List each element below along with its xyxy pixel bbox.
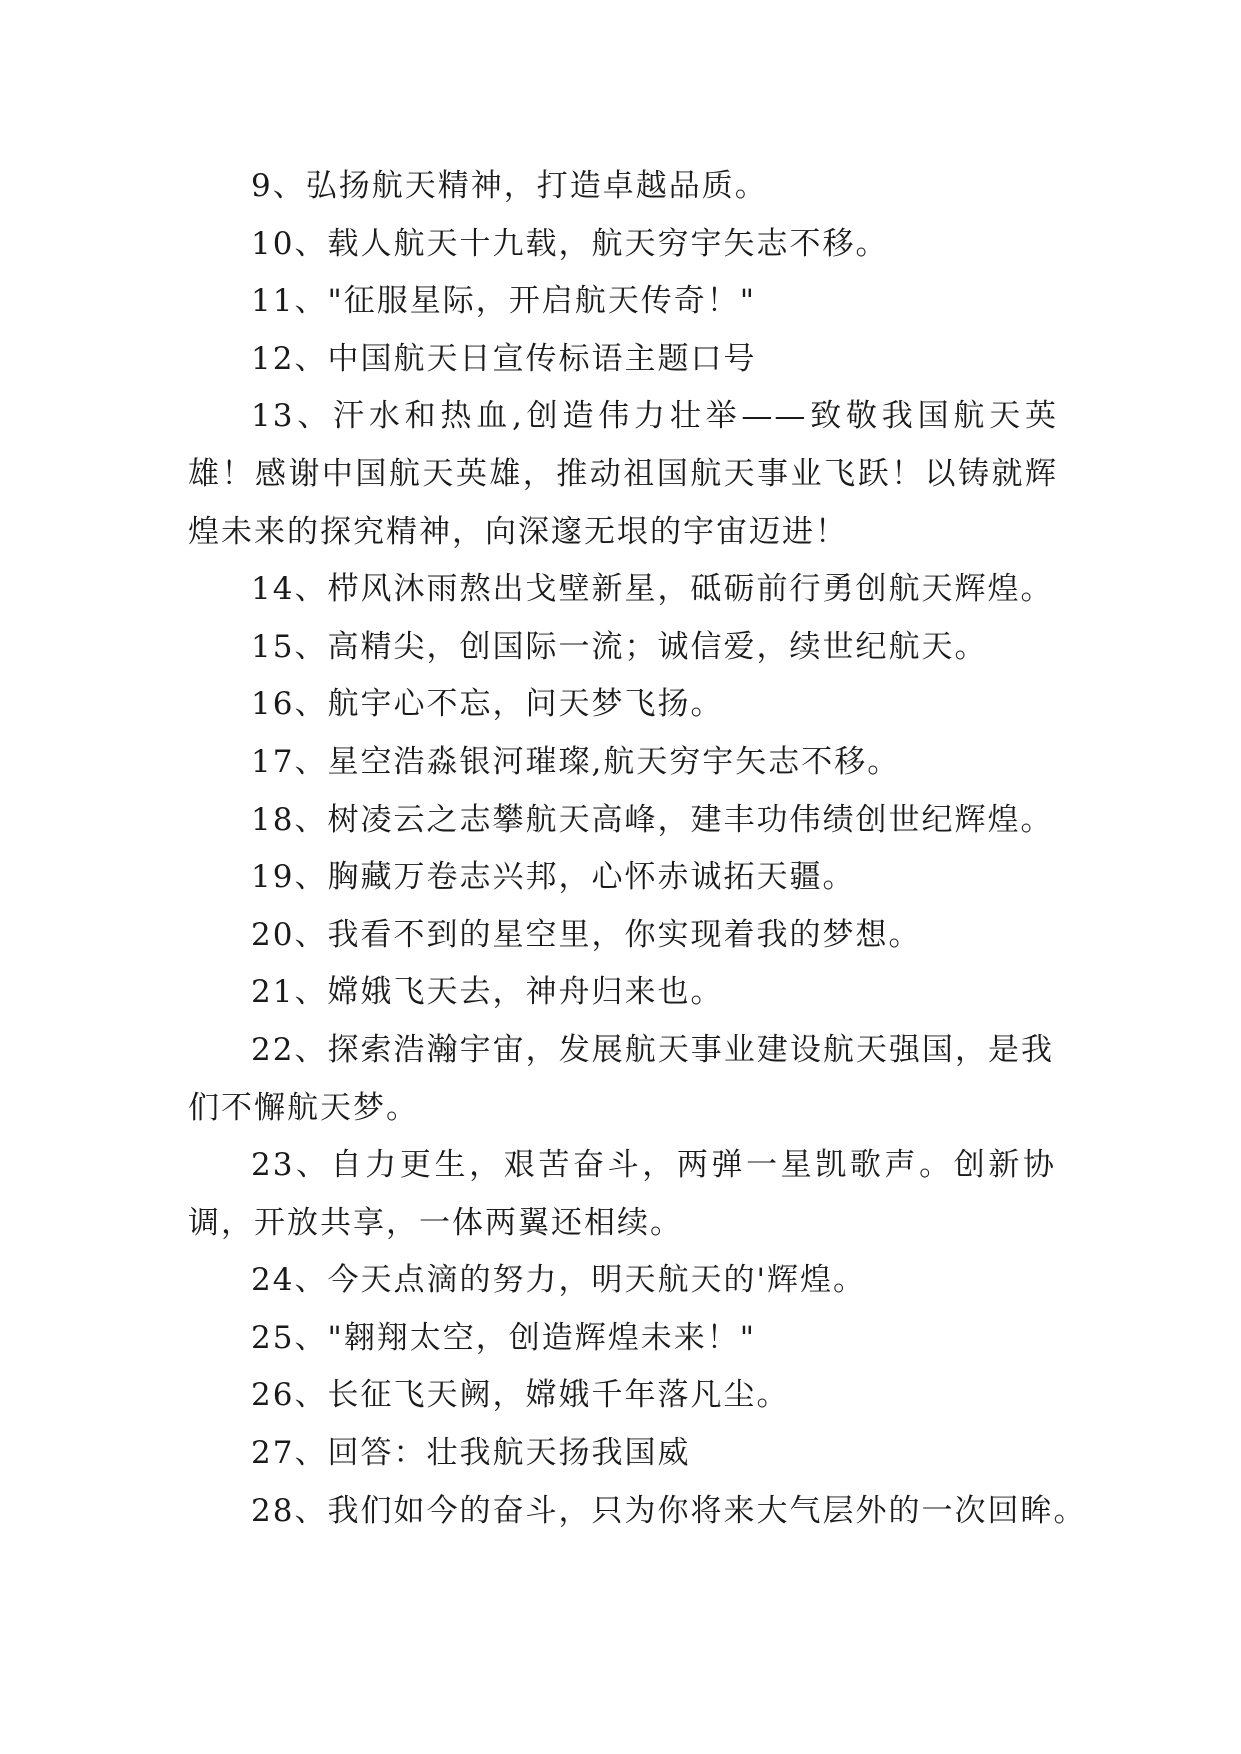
slogan-paragraph: 27、回答：壮我航天扬我国威 — [251, 1435, 691, 1472]
slogan-paragraph: 25、"翱翔太空，创造辉煌未来！" — [251, 1319, 756, 1356]
slogan-paragraph: 28、我们如今的奋斗，只为你将来大气层外的一次回眸。 — [251, 1492, 1087, 1529]
slogan-paragraph: 14、栉风沐雨熬出戈壁新星，砥砺前行勇创航天辉煌。 — [251, 571, 1054, 608]
slogan-paragraph: 12、中国航天日宣传标语主题口号 — [251, 340, 757, 377]
slogan-paragraph: 26、长征飞天阙，嫦娥千年落凡尘。 — [251, 1377, 790, 1414]
slogan-paragraph: 11、"征服星际，开启航天传奇！" — [251, 283, 756, 320]
slogan-paragraph: 17、星空浩淼银河璀璨,航天穷宇矢志不移。 — [251, 743, 901, 780]
slogan-paragraph: 23、自力更生，艰苦奋斗，两弹一星凯歌声。创新协调，开放共享，一体两翼还相续。 — [188, 1147, 1056, 1241]
document-body — [188, 158, 1087, 1540]
slogan-paragraph: 20、我看不到的星空里，你实现着我的梦想。 — [251, 916, 922, 953]
slogan-paragraph: 15、高精尖，创国际一流；诚信爱，续世纪航天。 — [251, 628, 988, 665]
slogan-paragraph: 9、弘扬航天精神，打造卓越品质。 — [251, 168, 768, 204]
slogan-paragraph: 21、嫦娥飞天去，神舟归来也。 — [251, 974, 724, 1011]
slogan-paragraph: 10、载人航天十九载，航天穷宇矢志不移。 — [251, 225, 889, 262]
slogan-paragraph: 18、树凌云之志攀航天高峰，建丰功伟绩创世纪辉煌。 — [251, 801, 1054, 838]
slogan-paragraph: 16、航宇心不忘，问天梦飞扬。 — [251, 686, 724, 723]
slogan-paragraph: 24、今天点滴的努力，明天航天的'辉煌。 — [251, 1262, 866, 1299]
slogan-paragraph: 19、胸藏万卷志兴邦，心怀赤诚拓天疆。 — [251, 859, 856, 896]
slogan-paragraph: 13、汗水和热血,创造伟力壮举——致敬我国航天英雄！感谢中国航天英雄，推动祖国航天事业飞跃！以铸就辉煌未来的探究精神，向深邃无垠的宇宙迈进！ — [188, 398, 1058, 550]
slogan-paragraph: 22、探索浩瀚宇宙，发展航天事业建设航天强国，是我们不懈航天梦。 — [188, 1031, 1054, 1126]
